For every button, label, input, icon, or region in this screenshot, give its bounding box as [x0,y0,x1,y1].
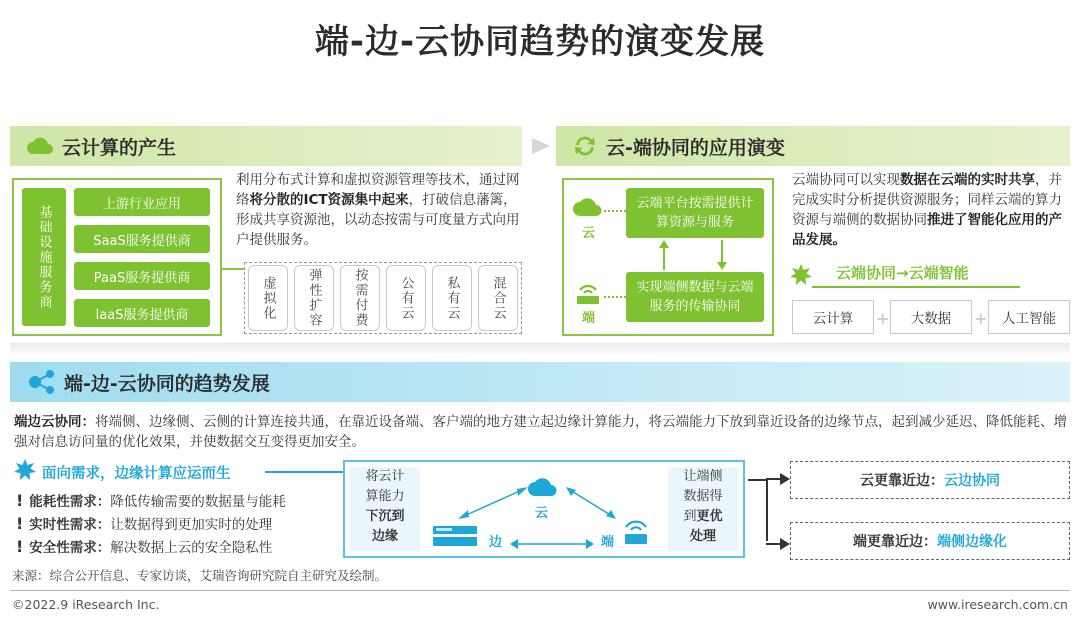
arrow-bidirectional-icon [510,534,594,553]
connector-line [748,479,768,481]
starburst-icon [790,264,812,290]
starburst-icon [14,459,36,485]
evolution-label: 云端协同→云端智能 [836,264,969,282]
connector-line [604,296,626,298]
connector-line [222,268,244,270]
sync-arrows-icon [572,133,598,159]
edge-server-icon [432,524,478,552]
outcome-cloud-edge: 云更靠近边： 云边协同 [790,461,1070,499]
website-link[interactable]: www.iresearch.com.cn [927,597,1068,612]
feature-card-4: 私有云 [432,265,472,331]
feature-card-3: 公有云 [386,265,426,331]
section3-definition: 端边云协同：将端侧、边缘侧、云侧的计算连接共通，在靠近设备端、客户端的地方建立起边缘计算能力，将云端能力下放到靠近设备的边缘节点，起到减少延迟、降低能耗、增强对信息访问量的优化效果，并使数据交互变得更加安全。 [14,414,1067,450]
feature-card-5: 混合云 [478,265,518,331]
need-row-security: ! 安全性需求：解决数据上云的安全隐私性 [16,537,273,556]
right-note: 让端侧 数据得 到更优 处理 [668,467,738,551]
cloud-node-icon [527,474,557,502]
arrow-right-icon [766,535,790,554]
page-title: 端-边-云协同趋势的演变发展 [314,22,766,62]
network-nodes-icon [26,369,56,395]
device-node-label: 端 [582,311,596,326]
arrow-down-icon [716,240,728,274]
cloud-node-label: 云 [535,506,549,521]
outcome-device-edge: 端更靠近边： 端侧边缘化 [790,522,1070,560]
device-sync-box: 实现端侧数据与云端服务的传输协同 [626,272,764,322]
demand-arrow-line [265,471,343,473]
router-icon [574,280,602,310]
copyright: ©2022.9 iResearch Inc. [12,597,160,612]
section2-header [556,126,1070,166]
plus-icon: + [876,309,890,328]
footer-divider [10,590,1070,591]
tech-card-2: 人工智能 [988,300,1070,334]
edge-node-label: 边 [489,535,503,550]
plus-icon: + [974,309,988,328]
arrow-right-icon [766,470,790,489]
section2-heading: 云-端协同的应用演变 [606,136,785,159]
tech-card-0: 云计算 [792,300,874,334]
connector-line [604,210,626,212]
feature-card-1: 弹性扩容 [294,265,334,331]
tech-card-1: 大数据 [890,300,972,334]
cloud-service-box: 云端平台按需提供计算资源与服务 [626,188,764,238]
source-note: 来源：综合公开信息、专家访谈，艾瑞咨询研究院自主研究及绘制。 [12,568,388,583]
cloud-node-icon [572,196,602,222]
arrow-right-icon [530,136,552,160]
need-row-energy: ! 能耗性需求：降低传输需要的数据量与能耗 [16,491,286,510]
cloud-icon [26,136,54,156]
stack-label: 基础设施服务商 [22,188,66,326]
stack-item-3: IaaS服务提供商 [74,299,210,327]
device-node-label: 端 [601,535,615,550]
section3-heading: 端-边-云协同的趋势发展 [64,372,270,395]
demand-title: 面向需求，边缘计算应运而生 [42,466,231,482]
section-divider [10,343,1070,355]
cloud-node-label: 云 [582,226,596,241]
section1-description: 利用分布式计算和虚拟资源管理等技术，通过网络将分散的ICT资源集中起来，打破信息藩篱，形成共享资源池，以动态按需与可度量方式向用户提供服务。 [236,172,520,248]
feature-card-2: 按需付费 [340,265,380,331]
section3-header [10,362,1070,402]
section2-description: 云端协同可以实现数据在云端的实时共享，并完成实时分析提供资源服务；同样云端的算力资源与端侧的数据协同推进了智能化应用的产品发展。 [792,172,1062,248]
arrow-bidirectional-icon [566,486,616,524]
section1-header [10,126,522,166]
arrow-up-icon [658,240,670,274]
section1-heading: 云计算的产生 [62,136,177,159]
stack-item-0: 上游行业应用 [74,188,210,216]
evolution-underline [812,286,1020,288]
stack-item-1: SaaS服务提供商 [74,225,210,253]
router-icon [622,515,650,551]
left-note: 将云计 算能力 下沉到 边缘 [350,467,420,551]
need-row-realtime: ! 实时性需求：让数据得到更加实时的处理 [16,514,273,533]
stack-item-2: PaaS服务提供商 [74,262,210,290]
feature-card-0: 虚拟化 [248,265,288,331]
arrow-bidirectional-icon [458,486,528,524]
